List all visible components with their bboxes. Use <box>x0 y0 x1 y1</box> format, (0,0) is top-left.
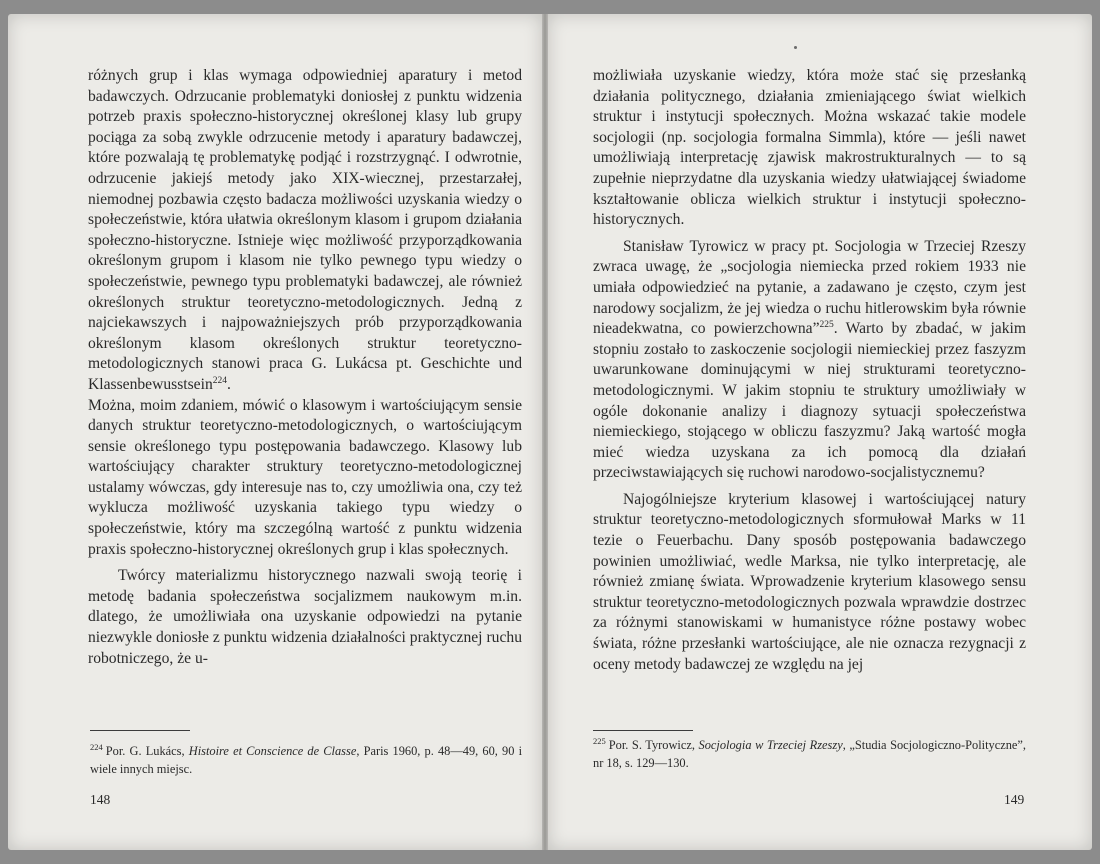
right-body-text <box>593 66 1026 675</box>
footnote-number-right: 225 <box>593 735 606 746</box>
footnote-text-b-right: , „Studia Socjologiczno-Polityczne”, nr 18, s. 129—130. <box>593 738 1027 770</box>
footnote-number: 224 <box>90 741 103 752</box>
page-number-right: 149 <box>1004 792 1025 807</box>
footnote-ref-225: 225 <box>819 319 834 330</box>
footnote-title-right: Socjologia w Trzeciej Rzeszy <box>698 738 843 752</box>
left-p1-text: różnych grup i klas wymaga odpowiedniej aparatury i metod badawczych. Odrzucanie problematyki doniosłej z punktu widzenia potrzeb praxis społeczno-historycznej określonej klasy lub grupy pociąga za sobą zwykle odrzucenie metody i aparatury badawczej, które pozwalają tę problematykę podjąć i rozstrzygnąć. I odwrotnie, odrzucenie jakiejś metody jako XIX-wiecznej, przestarzałej, niemodnej pozbawia często badacza możliwości uzyskania wiedzy o społeczeństwie, która ułatwia określonym klasom i grupom działania społeczno-historyczne. Istnieje więc możliwość przyporządkowania określonym grupom i klasom nie tylko pewnego typu wiedzy o społeczeństwie, pewnego typu problematyki badawczej, ale również określonych struktur teoretyczno-metodologicznych. Jedną z najciekawszych i najpoważniejszych prób przyporządkowania określonym klasom określonych struktur teoretyczno-metodologicznych stanowi praca G. Lukácsa pt. Geschichte und Klassenbewusstsein <box>88 67 522 393</box>
right-p2-text: Stanisław Tyrowicz w pracy pt. Socjologia w Trzeciej Rzeszy zwraca uwagę, że „socjologia niemiecka przed rokiem 1933 nie umiała odpowiedzieć na pytanie, a zadawano je często, czym jest narodowy socjalizm, że jej wiedza o ruchu hitlerowskim była równie nieadekwatna, co powierzchowna” <box>593 237 1026 338</box>
footnote-title: Histoire et Conscience de Classe <box>188 744 357 758</box>
paper-speck <box>794 46 797 49</box>
footnote-ref-224: 224 <box>212 375 227 386</box>
footnote-rule-right <box>593 730 693 731</box>
right-paragraph-1: możliwiała uzyskanie wiedzy, która może stać się przesłanką działania politycznego, działania zmieniającego świat wielkich struktur i instytucji społecznych. Można wskazać takie modele socjologii (np. socjologia formalna Simmla), które — jeśli nawet umożliwiają interpretację zjawisk makrostrukturalnych — to są zupełnie nieprzydatne dla uzyskania wiedzy ułatwiającej świadome kształtowanie oblicza wielkich struktur i instytucji społeczno-historycznych. <box>593 67 1026 229</box>
right-paragraph-3: Najogólniejsze kryterium klasowej i wartościującej natury struktur teoretyczno-metodologicznych sformułował Marks w 11 tezie o Feuerbachu. Dany sposób postępowania badawczego powinien umożliwiać, wedle Marksa, nie tylko interpretację, ale również zmianę świata. Wprowadzenie kryterium klasowego sensu struktur teoretyczno-metodologicznych pozwala wprawdzie dostrzec za różnymi stanowiskami w humanistyce różne postawy wobec świata, różne przesłanki wartościujące, ale nie oznacza rezygnacji z oceny metody badawczej ze względu na jej <box>593 490 1026 673</box>
left-page <box>8 14 542 850</box>
page-number-left: 148 <box>90 792 111 807</box>
right-paragraph-2: Stanisław Tyrowicz w pracy pt. Socjologia w Trzeciej Rzeszy zwraca uwagę, że „socjologia niemiecka przed rokiem 1933 nie umiała odpowiedzieć na pytanie, a zadawano je często, czym jest narodowy socjalizm, że jej wiedza o ruchu hitlerowskim była równie nieadekwatna, co powierzchowna”$^{225}$. Warto by zbadać, w jakim stopniu zostało to zaskoczenie socjologii niemieckiej przez faszyzm uwarunkowane dominującymi w niej strukturami teoretyczno-metodologicznymi. W jakim stopniu te struktury umożliwiały w ogóle dokonanie analizy i diagnozy sytuacji społeczeństwa niemieckiego, stojącego w obliczu faszyzmu? Jaką wartość mogła mieć wiedza uzyskana za ich pomocą dla działań przeciwstawiających się ruchowi narodowo-socjalistycznemu? <box>593 237 1026 482</box>
footnote-text-a: Por. G. Lukács, <box>105 744 189 758</box>
right-page <box>548 14 1092 850</box>
left-paragraph-2: Można, moim zdaniem, mówić o klasowym i wartościującym sensie danych struktur teoretyczno-metodologicznych, o wartościującym sensie określonego typu postępowania badawczego. Klasowy lub wartościujący charakter struktury teoretyczno-metodologicznej ustalamy wówczas, gdy interesuje nas to, czy umożliwia ona, czy też wyklucza możliwość uzyskania takiego typu wiedzy o społeczeństwie, który ma szczególną wartość z punktu widzenia praxis społeczno-historycznej określonych grup i klas społecznych. <box>88 396 522 558</box>
footnote-text-a-right: Por. S. Tyrowicz, <box>608 738 699 752</box>
footnote-text-b: , Paris 1960, p. 48—49, 60, 90 i wiele innych miejsc. <box>90 744 523 776</box>
left-footnote <box>90 742 522 778</box>
left-paragraph-3: Twórcy materializmu historycznego nazwali swoją teorię i metodę badania społeczeństwa socjalizmem naukowym m.in. dlatego, że umożliwiała ona uzyskanie odpowiedzi na pytanie niezwykle doniosłe z punktu widzenia działalności praktycznej ruchu robotniczego, że u- <box>88 567 522 667</box>
left-paragraph-1: różnych grup i klas wymaga odpowiedniej aparatury i metod badawczych. Odrzucanie problematyki doniosłej z punktu widzenia potrzeb praxis społeczno-historycznej określonej klasy lub grupy pociąga za sobą zwykle odrzucenie metody i aparatury badawczej, które pozwalają tę problematykę podjąć i rozstrzygnąć. I odwrotnie, odrzucenie jakiejś metody jako XIX-wiecznej, przestarzałej, niemodnej pozbawia często badacza możliwości uzyskania wiedzy o społeczeństwie, która ułatwia określonym klasom i grupom działania społeczno-historyczne. Istnieje więc możliwość przyporządkowania określonym grupom i klasom nie tylko pewnego typu wiedzy o społeczeństwie, pewnego typu problematyki badawczej, ale również określonych struktur teoretyczno-metodologicznych. Jedną z najciekawszych i najpoważniejszych prób przyporządkowania określonym klasom określonych struktur teoretyczno-metodologicznych stanowi praca G. Lukácsa pt. Geschichte und Klassenbewusstsein$^{224}$. <box>88 67 522 393</box>
right-footnote <box>593 736 1026 772</box>
left-body-text <box>88 66 522 669</box>
footnote-rule <box>90 730 190 731</box>
